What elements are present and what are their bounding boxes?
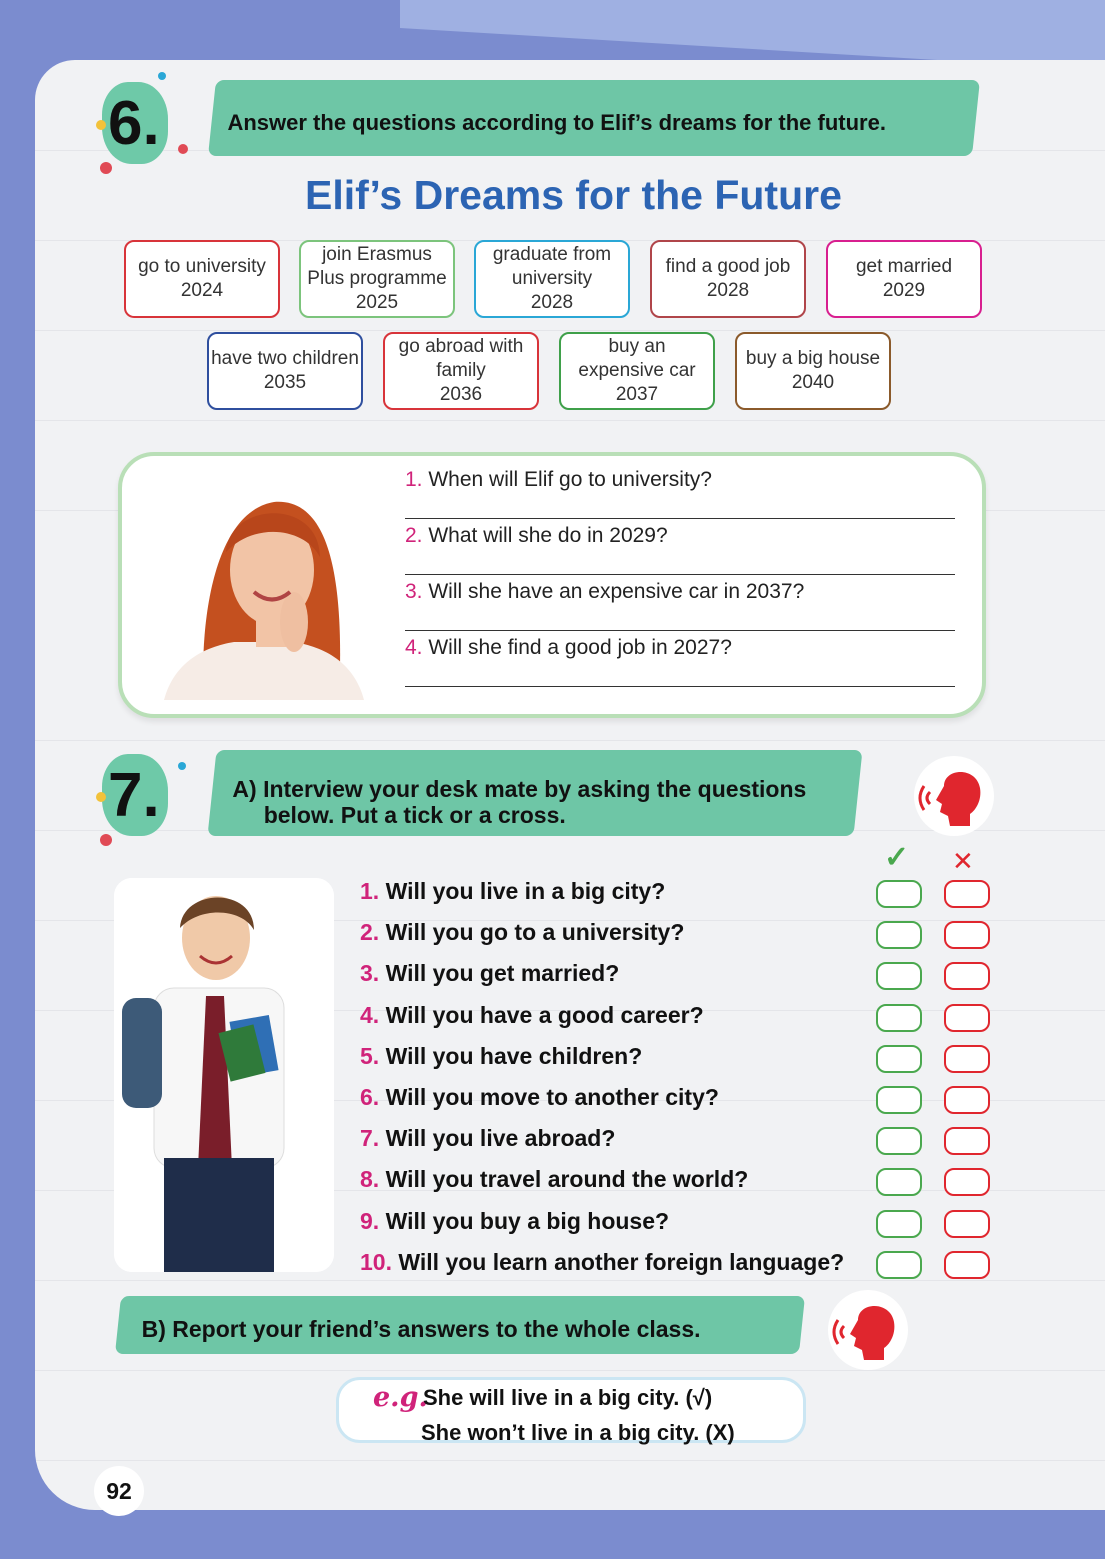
question-text: Will you get married?: [385, 960, 620, 987]
question-item: [405, 468, 712, 492]
question-item: [405, 524, 668, 548]
cross-checkbox[interactable]: [944, 1045, 990, 1073]
question-number: 8.: [360, 1166, 380, 1193]
tick-checkbox[interactable]: [876, 1127, 922, 1155]
question-number: 3.: [360, 960, 380, 987]
cross-checkbox[interactable]: [944, 1251, 990, 1279]
cross-checkbox[interactable]: [944, 1004, 990, 1032]
speaking-icon: [914, 756, 994, 836]
dream-text: find a good job: [665, 256, 791, 277]
exercise-6-number-badge: [94, 70, 174, 170]
tick-checkbox[interactable]: [876, 880, 922, 908]
question-text: Will you live in a big city?: [385, 878, 666, 904]
dream-text: 2024: [180, 280, 224, 301]
question-number: 4.: [360, 1001, 380, 1028]
question-number: 7.: [360, 1125, 380, 1152]
exercise-6-number: 6.: [108, 89, 160, 158]
dream-box: [207, 332, 363, 410]
exercise-7-part-b-banner: [115, 1296, 805, 1354]
question-item: [405, 636, 732, 660]
exercise-7-part-b: B) Report your friend’s answers to the whole class.: [141, 1316, 701, 1342]
interview-question: [360, 1084, 719, 1111]
tick-checkbox[interactable]: [876, 1045, 922, 1073]
interview-question: [360, 1249, 844, 1276]
exercise-6-instruction: Answer the questions according to Elif’s dreams for the future.: [227, 110, 886, 135]
dream-text: 2029: [882, 280, 926, 301]
question-text: Will you buy a big house?: [385, 1207, 670, 1234]
question-text: Will you live abroad?: [385, 1125, 616, 1152]
question-text: When will Elif go to university?: [428, 468, 712, 491]
dream-box: [474, 240, 630, 318]
dream-text: go to university: [138, 256, 266, 277]
question-text: Will you travel around the world?: [385, 1166, 749, 1193]
tick-checkbox[interactable]: [876, 1004, 922, 1032]
dream-text: 2028: [530, 292, 574, 313]
tick-checkbox[interactable]: [876, 1251, 922, 1279]
cross-checkbox[interactable]: [944, 1127, 990, 1155]
dream-text: graduate from: [492, 244, 612, 265]
tick-checkbox[interactable]: [876, 921, 922, 949]
question-number: 1.: [405, 468, 423, 491]
dream-text: buy an: [608, 336, 666, 357]
dream-box: [650, 240, 806, 318]
answer-line[interactable]: [405, 686, 955, 687]
question-text: Will you go to a university?: [385, 919, 685, 946]
interview-question: [360, 1125, 615, 1152]
question-number: 1.: [360, 878, 380, 904]
cross-checkbox[interactable]: [944, 1086, 990, 1114]
question-number: 2.: [405, 524, 423, 547]
cross-header-icon: ✕: [952, 846, 974, 876]
page-title: Elif’s Dreams for the Future: [305, 172, 842, 218]
dream-text: 2036: [439, 384, 483, 405]
interview-question: [360, 1043, 642, 1070]
dream-text: 2035: [263, 372, 307, 393]
dream-box: [124, 240, 280, 318]
dream-text: get married: [855, 256, 953, 277]
boy-photo: [114, 878, 334, 1272]
interview-question: [360, 1208, 669, 1235]
tick-header-icon: ✓: [884, 841, 910, 874]
example-line-1: She will live in a big city. (√): [423, 1385, 713, 1410]
answer-line[interactable]: [405, 518, 955, 519]
question-number: 2.: [360, 919, 380, 946]
interview-question: [360, 878, 665, 905]
elif-photo: [144, 472, 382, 700]
question-text: Will you have a good career?: [385, 1001, 704, 1028]
question-number: 4.: [405, 636, 423, 659]
tick-checkbox[interactable]: [876, 962, 922, 990]
question-number: 3.: [405, 580, 423, 603]
cross-checkbox[interactable]: [944, 921, 990, 949]
dream-text: 2025: [355, 292, 399, 313]
tick-checkbox[interactable]: [876, 1210, 922, 1238]
dream-text: expensive car: [578, 360, 696, 381]
question-number: 10.: [360, 1248, 392, 1275]
cross-checkbox[interactable]: [944, 880, 990, 908]
dream-box: [735, 332, 891, 410]
tick-checkbox[interactable]: [876, 1086, 922, 1114]
dream-text: join Erasmus: [322, 244, 432, 265]
question-text: Will she find a good job in 2027?: [428, 636, 732, 659]
tick-checkbox[interactable]: [876, 1168, 922, 1196]
dream-text: 2037: [615, 384, 659, 405]
answer-line[interactable]: [405, 574, 955, 575]
dream-box: [383, 332, 539, 410]
cross-checkbox[interactable]: [944, 962, 990, 990]
exercise-7-part-a-line1: A) Interview your desk mate by asking the questions: [232, 776, 807, 802]
exercise-7-number: 7.: [108, 761, 160, 830]
interview-question: [360, 1166, 748, 1193]
page-number: 92: [94, 1466, 144, 1516]
question-text: Will you have children?: [385, 1042, 643, 1069]
example-line-2: She won’t live in a big city. (X): [421, 1420, 735, 1445]
interview-question: [360, 1002, 704, 1029]
speaking-icon: [828, 1290, 908, 1370]
interview-question: [360, 960, 619, 987]
interview-question: [360, 919, 684, 946]
question-item: [405, 580, 804, 604]
question-number: 6.: [360, 1084, 380, 1110]
dream-text: go abroad with: [398, 336, 524, 357]
question-text: Will she have an expensive car in 2037?: [428, 580, 805, 603]
question-text: Will you learn another foreign language?: [398, 1248, 845, 1275]
dream-box: [299, 240, 455, 318]
dream-box: [559, 332, 715, 410]
exercise-7-number-badge: [94, 742, 174, 842]
answer-line[interactable]: [405, 630, 955, 631]
dream-text: buy a big house: [745, 348, 881, 369]
dream-text: 2028: [706, 280, 750, 301]
cross-checkbox[interactable]: [944, 1168, 990, 1196]
dream-text: 2040: [791, 372, 835, 393]
exercise-7-part-a-line2: below. Put a tick or a cross.: [263, 802, 566, 828]
cross-checkbox[interactable]: [944, 1210, 990, 1238]
question-number: 9.: [360, 1207, 380, 1234]
dream-text: university: [511, 268, 593, 289]
example-label: e.g.: [373, 1382, 428, 1413]
question-text: What will she do in 2029?: [428, 524, 668, 547]
exercise-7-part-a-banner: [207, 750, 862, 836]
example-box: [336, 1377, 806, 1443]
exercise-6-instruction-banner: [208, 80, 980, 156]
dream-text: have two children: [211, 348, 359, 369]
dream-text: Plus programme: [307, 268, 447, 289]
dream-box: [826, 240, 982, 318]
question-number: 5.: [360, 1042, 380, 1069]
dream-text: family: [436, 360, 486, 381]
question-text: Will you move to another city?: [385, 1084, 719, 1110]
